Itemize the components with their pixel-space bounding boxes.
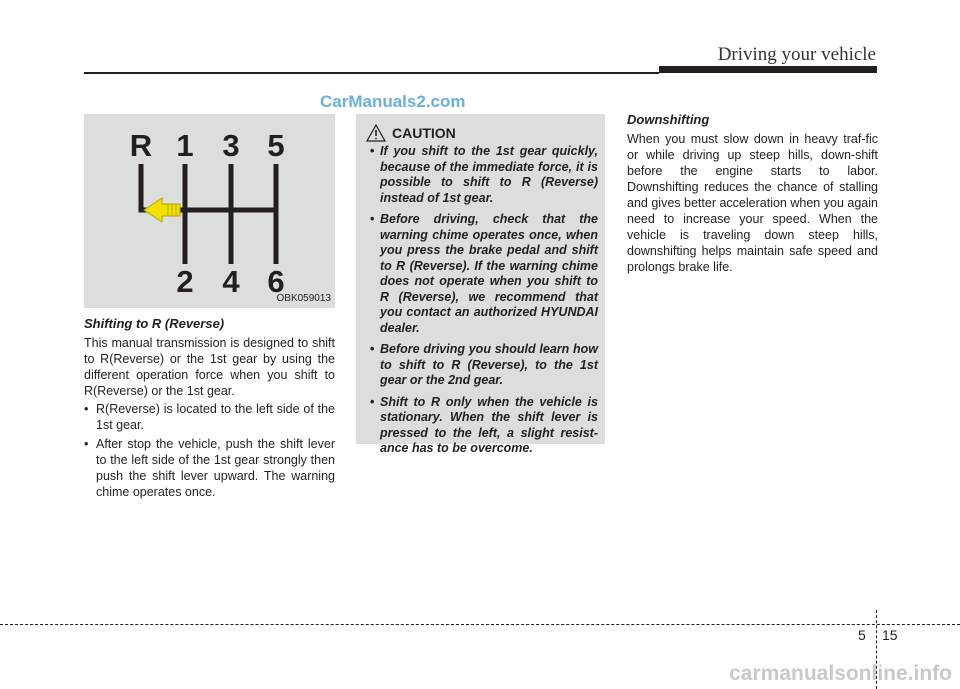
gear-label-3: 3	[222, 128, 240, 163]
gear-label-5: 5	[267, 128, 285, 163]
footer-rule	[0, 624, 960, 625]
gear-label-2: 2	[176, 264, 194, 299]
gear-label-1: 1	[176, 128, 194, 163]
caution-header	[366, 122, 456, 144]
header-title: Driving your vehicle	[717, 44, 876, 65]
page-number: 15	[882, 627, 898, 643]
shift-pattern-diagram	[84, 114, 335, 308]
gear-label-4: 4	[222, 264, 240, 299]
gear-label-6: 6	[267, 264, 285, 299]
section-heading-downshifting: Downshifting	[627, 112, 710, 127]
shift-pattern-svg	[84, 114, 335, 308]
caution-list	[366, 144, 598, 463]
figure-code: OBK059013	[276, 293, 331, 304]
downshifting-paragraph: When you must slow down in heavy traf-fic or while driving up steep hills, down-shift before the engine starts to labor. Downshifting reduces the chance of stalling and gives better acceleration when you again need to increase your speed. When the vehicle is traveling down steep hills, downshifting helps maintain safe speed and prolongs brake life.	[627, 132, 878, 274]
list-item: • Before driving you should learn how to shift to R (Reverse), to the 1st gear or the 2nd gear.	[366, 342, 598, 389]
left-column	[84, 316, 335, 503]
watermark-top: CarManuals2.com	[320, 92, 466, 111]
list-item: • Shift to R only when the vehicle is stationary. When the shift lever is pressed to the left, a slight resist-ance has to be overcome.	[366, 395, 598, 457]
list-item: • R(Reverse) is located to the left side of the 1st gear.	[84, 401, 335, 433]
caution-box	[356, 114, 605, 455]
section-heading-reverse: Shifting to R (Reverse)	[84, 316, 225, 331]
list-item: • Before driving, check that the warning chime operates once, when you press the brake pedal and shift to R (Reverse). If the warning chime does not operate when you shift to R (Reverse), we recommend that you contact an authorized HYUNDAI dealer.	[366, 212, 598, 336]
push-left-arrow-icon	[144, 198, 180, 222]
reverse-bullet-list	[84, 401, 335, 500]
warning-triangle-icon	[366, 124, 386, 142]
list-item: • After stop the vehicle, push the shift lever to the left side of the 1st gear strongly then push the shift lever upward. The warning chime operates once.	[84, 436, 335, 500]
list-item: • If you shift to the 1st gear quickly, because of the immediate force, it is possible to shift to R (Reverse) instead of 1st gear.	[366, 144, 598, 206]
header-rule	[84, 72, 659, 74]
reverse-paragraph: This manual transmission is designed to shift to R(Reverse) or the 1st gear by using the different operation force when you shift to R(Reverse) or the 1st gear.	[84, 336, 335, 398]
header-rule-thick	[659, 66, 877, 73]
gear-label-r: R	[129, 128, 153, 163]
watermark-bottom: carmanualsonline.info	[729, 662, 952, 685]
right-column	[627, 112, 878, 275]
caution-title: CAUTION	[392, 125, 456, 141]
section-number: 5	[858, 627, 866, 643]
